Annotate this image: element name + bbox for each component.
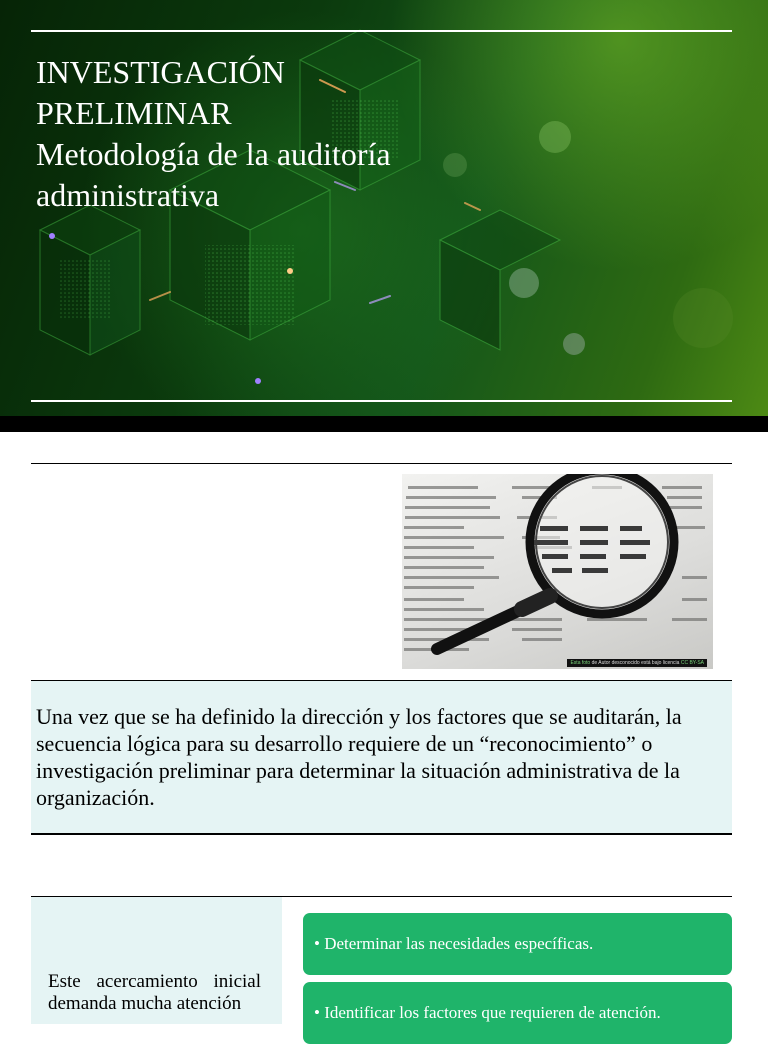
photo-license-link[interactable]: CC BY-SA — [680, 660, 704, 666]
banner-top-rule — [31, 30, 732, 32]
banner-bottom-rule — [31, 400, 732, 402]
subtitle-line2: administrativa — [36, 177, 220, 213]
description-paragraph: Una vez que se ha definido la dirección y los factores que se auditarán, la secuencia lógica para su desarrollo requiere de un “reconocimiento” o investigación preliminar para determinar la situación administrativa de la organización. — [36, 704, 682, 810]
photo-credit-text: de Autor desconocido está bajo licencia — [590, 660, 681, 666]
magnifying-glass-photo — [402, 474, 713, 669]
page-title: INVESTIGACIÓN — [36, 54, 285, 90]
section-top-rule — [31, 463, 732, 464]
photo-credit — [567, 659, 707, 667]
intro-panel — [31, 897, 282, 1024]
description-box — [31, 681, 732, 833]
photo-credit-link[interactable]: Esta foto — [570, 660, 591, 666]
slide-separator — [0, 416, 768, 432]
paragraph-bottom-rule — [31, 833, 732, 835]
title-banner — [0, 0, 768, 416]
magnifying-glass-icon — [402, 474, 713, 669]
list-item: • Determinar las necesidades específicas. — [303, 913, 732, 975]
intro-text: Este acercamiento inicial demanda mucha atención — [48, 971, 261, 1014]
list-item: • Identificar los factores que requieren de atención. — [303, 982, 732, 1044]
subtitle: Metodología de la auditoría — [36, 136, 391, 172]
title-block — [36, 52, 516, 216]
page-title-line2: PRELIMINAR — [36, 95, 232, 131]
